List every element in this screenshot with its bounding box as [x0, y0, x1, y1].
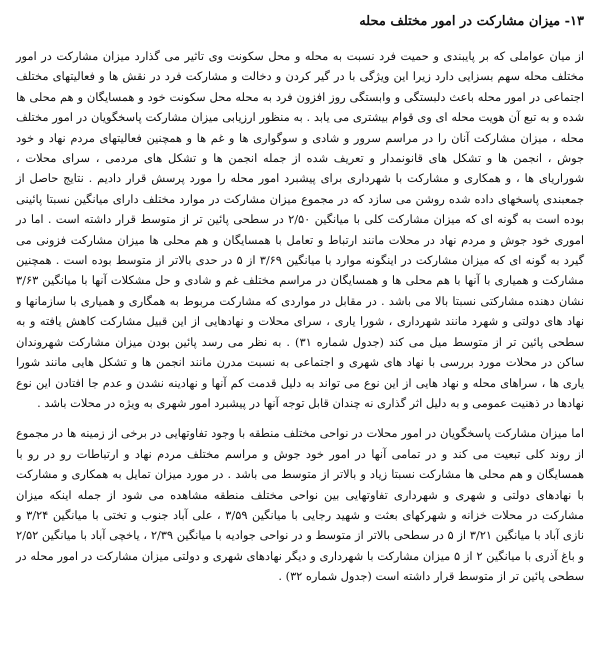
section-heading: ۱۳- میزان مشارکت در امور مختلف محله [359, 14, 584, 29]
body-paragraph-1: از میان عواملی که بر پایبندی و حمیت فرد نسبت به محله و محل سکونت وی تاثیر می گذارد میزان مشارکت در امور مختلف محله سهم بسزایی دارد زیرا این ویژگی با در گیر کردن و دخالت و مشارکت فرد در نقش ها و فعالیتهای مختلف اجتماعی در امور محله باعث دلبستگی و وابستگی روز افزون فرد به محله محل سکونت خود و همسایگان و هم محلی ها شده و به تبع آن هویت محله ای وی قوام بیشتری می یابد . به منظور ارزیابی میزان مشارکت پاسخگویان در امور مختلف محله ، میزان مشارکت آنان را در مراسم سرور و شادی و سوگواری ها و غم ها و همچنین فعالیتهای مردم نهاد و خود جوش ، انجمن ها و تشکل های قانونمدار و تعریف شده از جمله انجمن ها و تشکل های مردمی ، سرای محلات ، شوراریای ها ، و همکاری و مشارکت با شهرداری برای پیشبرد امور محله را مورد پرسش قرار دادیم . نتایج حاصل از جمعبندی پاسخهای داده شده روشن می سازد که در مجموع میزان مشارکت در موارد مختلف دارای میانگین نسبتا پائینی بوده است به گونه ای که میزان مشارکت کلی با میانگین ۲/۵۰ در سطحی پائین تر از متوسط قرار داشته است . اما در اموری خود جوش و مردم نهاد در محلات مانند ارتباط و تعامل با همسایگان و هم محلی ها میزان مشارکت فزونی می گیرد به گونه ای که میزان مشارکت در اینگونه موارد با میانگین ۳/۶۹ از ۵ در حدی بالاتر از متوسط بوده است . همچنین مشارکت و همیاری با آنها با هم محلی ها و همسایگان در مراسم مختلف غم و شادی و حل مشکلات آنها با میانگین ۳/۶۳ نشان دهنده مشارکتی نسبتا بالا می باشد . در مقابل در مواردی که مشارکت مربوط به همگاری و همیاری با سازمانها و نهاد های دولتی و شهرد مانند شهرداری ، شورا یاری ، سرای محلات و نهادهایی از این قبیل مشارکت کاهش یافته و به سطحی پائین تر از متوسط میل می کند (جدول شماره ۳۱) . به نظر می رسد پائین بودن میزان مشارکت شهروندان ساکن در محلات مورد بررسی با نهاد های شهری و اجتماعی به نسبت مدرن مانند انجمن ها و تشکل هایی مانند شورا یاری ها ، سراهای محله و نهاد هایی از این نوع می تواند به دلیل قدمت کم آنها و نهادینه نشدن و عدم جا افتادن این نوع نهادها در ذهنیت عمومی و به دلیل اثر گذاری نه چندان قابل توجه آنها در پیشبرد امور شهری به ویژه در محلات باشد . [16, 49, 584, 410]
body-paragraph-2: اما میزان مشارکت پاسخگویان در امور محلات در نواحی مختلف منطقه با وجود تفاوتهایی در برخی از زمینه ها در مجموع از روند کلی تبعیت می کند و در تمامی آنها در امور خود جوش و مراسم مختلف مردم نهاد و ارتباطات رو در رو با همسایگان و هم محلی ها مشارکت نسبتا زیاد و بالاتر از متوسط می باشد . در مورد میزان تمایل به همکاری و مشارکت با نهادهای دولتی و شهری و شهرداری تفاوتهایی بین نواحی مختلف منطقه مشاهده می شود از جمله اینکه میزان مشارکت در محلات خزانه و شهرکهای بعثت و شهید رجایی با میانگین ۳/۵۹ ، علی آباد جنوب و تختی با میانگین ۳/۲۴ و نازی آباد با میانگین ۳/۲۱ از ۵ در سطحی بالاتر از متوسط و در نواحی جوادیه با میانگین ۲/۳۹ ، یاخچی آباد با میانگین ۲/۵۲ و باغ آذری با میانگین ۲ از ۵ میزان مشارکت با شهرداری و دیگر نهادهای شهری و دولتی میزان مشارکت در امور محله در سطحی پائین تر از متوسط قرار داشته است (جدول شماره ۳۲) . [16, 426, 585, 584]
